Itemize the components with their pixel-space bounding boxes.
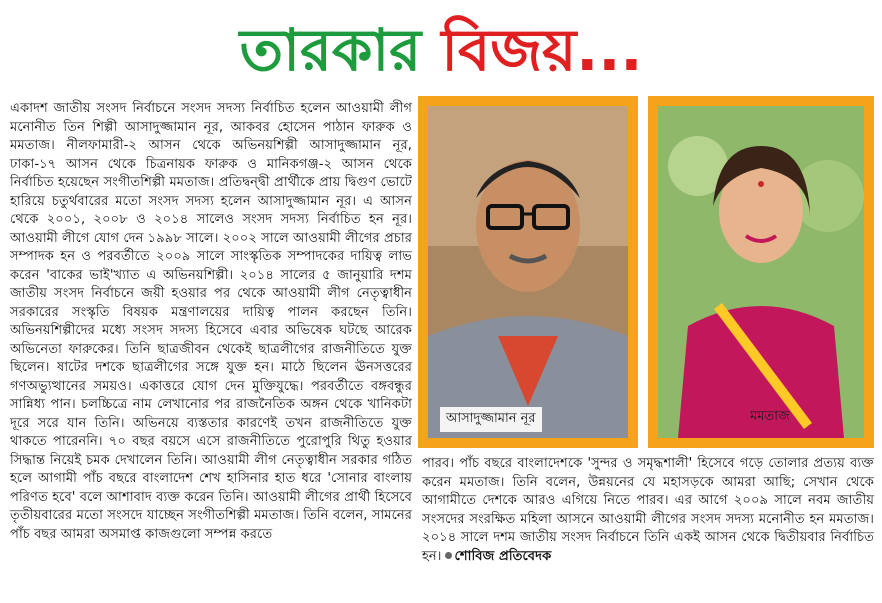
article-right-column: [422, 455, 874, 566]
headline-part-1: তারকার: [239, 16, 422, 84]
byline-bullet-icon: [445, 552, 452, 559]
photo-asaduzzaman-noor: [418, 96, 638, 448]
byline: শোবিজ প্রতিবেদক: [454, 548, 552, 564]
portrait-woman-image: [658, 106, 864, 438]
article-body-left: একাদশ জাতীয় সংসদ নির্বাচনে সংসদ সদস্য নির্বাচিত হলেন আওয়ামী লীগ মনোনীত তিন শিল্পী আসাদুজ্জামান নূর, আকবর হোসেন পাঠান ফারুক ও মমতাজ। নীলফামারী-২ আসন থেকে অভিনয়শিল্পী আসাদুজ্জামান নূর, ঢাকা-১৭ আসন থেকে চিত্রনায়ক ফারুক ও মানিকগঞ্জ-২ আসন থেকে নির্বাচিত হয়েছেন সংগীতশিল্পী মমতাজ। প্রতিদ্বন্দ্বী প্রার্থীকে প্রায় দ্বিগুণ ভোটে হারিয়ে চতুর্থবারের মতো সংসদ সদস্য হলেন আসাদুজ্জামান নূর। এ আসন থেকে ২০০১, ২০০৮ ও ২০১৪ সালেও সংসদ সদস্য নির্বাচিত হন নূর। আওয়ামী লীগে যোগ দেন ১৯৯৮ সালে। ২০০২ সালে আওয়ামী লীগের প্রচার সম্পাদক হন ও পরবর্তীতে ২০০৯ সালে সাংস্কৃতিক সম্পাদকের দায়িত্ব লাভ করেন 'বাকের ভাই'খ্যাত এ অভিনয়শিল্পী। ২০১৪ সালের ৫ জানুয়ারি দশম জাতীয় সংসদ নির্বাচনে জয়ী হওয়ার পর থেকে আওয়ামী লীগ নেতৃত্বাধীন সরকারের সংস্কৃতি বিষয়ক মন্ত্রণালয়ের দায়িত্ব পালন করছেন তিনি। অভিনয়শিল্পীদের মধ্যে সংসদ সদস্য হিসেবে এবার অভিষেক ঘটছে আরেক অভিনেতা ফারুকের। তিনি ছাত্রজীবন থেকেই ছাত্রলীগের রাজনীতিতে যুক্ত ছিলেন। ষাটের দশকে ছাত্রলীগের সঙ্গে যুক্ত হন। মাঠে ছিলেন ঊনসত্তরের গণঅভ্যুত্থানের সময়ও। একাত্তরে যোগ দেন মুক্তিযুদ্ধে। পরবর্তীতে বঙ্গবন্ধুর সান্নিধ্য পান। চলচ্চিত্রে নাম লেখানোর পর রাজনৈতিক অঙ্গন থেকে খানিকটা দূরে সরে যান তিনি। অভিনয়ে ব্যস্ততার কারণেই তখন রাজনীতিতে যুক্ত থাকতে পারেননি। ৭০ বছর বয়সে এসে রাজনীতিতে পুরোপুরি থিতু হওয়ার সিদ্ধান্ত নিয়েই চমক দেখালেন তিনি। আওয়ামী লীগ নেতৃত্বাধীন সরকার গঠিত হলে আগামী পাঁচ বছরে বাংলাদেশ শেখ হাসিনার হাত ধরে 'সোনার বাংলায় পরিণত হবে' বলে আশাবাদ ব্যক্ত করেন তিনি। আওয়ামী লীগের প্রার্থী হিসেবে তৃতীয়বারের মতো সংসদে যাচ্ছেন সংগীতশিল্পী মমতাজ। তিনি বলেন, সামনের পাঁচ বছর আমরা অসমাপ্ত কাজগুলো সম্পন্ন করতে: [10, 101, 412, 542]
portrait-man-image: [428, 106, 628, 438]
article-left-column: [10, 100, 412, 544]
article-body-right-text: পারব। পাঁচ বছরে বাংলাদেশকে 'সুন্দর ও সমৃদ্ধশালী' হিসেবে গড়ে তোলার প্রত্যয় ব্যক্ত করেন মমতাজ। তিনি বলেন, উন্নয়নের যে মহাসড়কে আমরা আছি; সেখান থেকে আগামীতে দেশকে আরও এগিয়ে নিতে পারব। এর আগে ২০০৯ সালে নবম জাতীয় সংসদের সংরক্ষিত মহিলা আসনে আওয়ামী লীগের সংসদ সদস্য মনোনীত হন মমতাজ। ২০১৪ সালে দশম জাতীয় সংসদ নির্বাচনে তিনি একই আসন থেকে দ্বিতীয়বার নির্বাচিত হন।: [422, 456, 874, 564]
article-body-right: [422, 455, 874, 566]
headline: [0, 10, 882, 90]
headline-part-2: বিজয়...: [441, 16, 643, 84]
photo-momtaz: [648, 96, 874, 448]
photo-caption-noor: আসাদুজ্জামান নূর: [440, 407, 542, 432]
photo-caption-momtaz: মমতাজ: [750, 409, 790, 424]
